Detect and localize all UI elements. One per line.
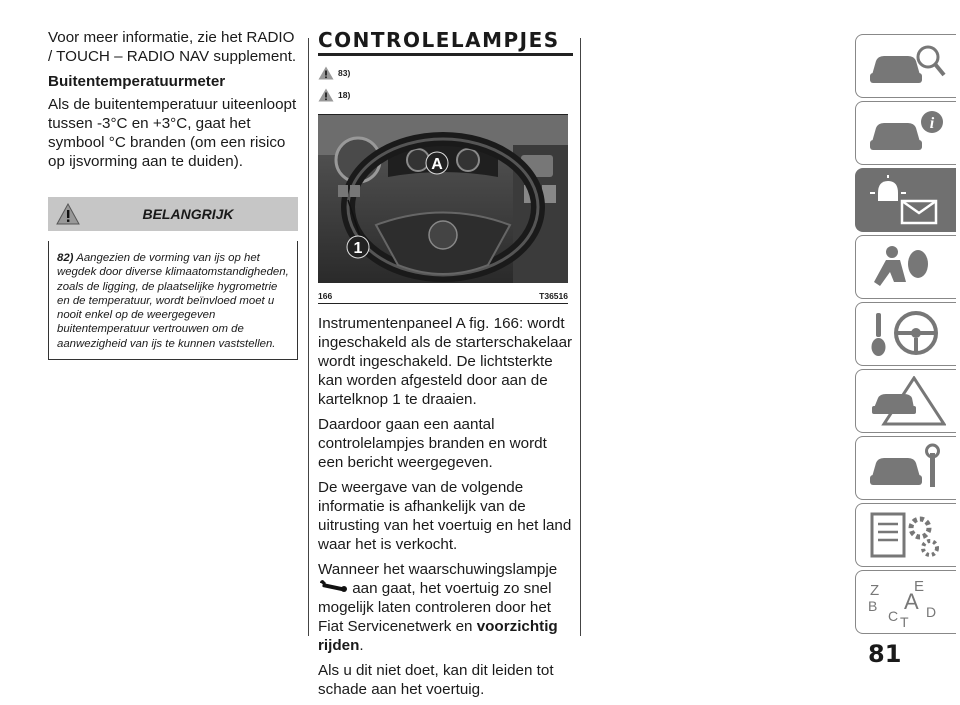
- figure-code: T36516: [539, 291, 568, 301]
- p4-after: aan gaat, het voertuig zo snel mogelijk laten controleren door het Fiat Servicenetwerk en: [318, 580, 552, 636]
- figure-number: 166: [318, 291, 333, 301]
- middle-column: [318, 28, 573, 705]
- left-column: [48, 28, 298, 360]
- section-title: CONTROLELAMPJES: [318, 28, 573, 56]
- tab-car-search[interactable]: [855, 34, 956, 98]
- warning-text: Aangezien de vorming van ijs op het wegdek door diverse klimaatomstandigheden, zoals de ligging, de plaatselijke hygrometrie en de temperatuur, wordt beïnvloed moet u nooit enkel op de weergegeven buitentemperatuur vertrouwen om de aanwezigheid van ijs te kunnen vaststellen.: [57, 252, 289, 350]
- svg-text:D: D: [926, 604, 937, 620]
- ref-number: 83): [338, 68, 351, 78]
- svg-text:C: C: [888, 608, 899, 624]
- wrench-icon: [318, 579, 348, 598]
- body-text: Als de buitentemperatuur uiteenloopt tussen -3°C en +3°C, gaat het symbool °C branden (om een risico op ijsvorming aan te duiden).: [48, 96, 297, 170]
- figure-caption: [318, 288, 568, 303]
- svg-text:i: i: [929, 115, 935, 132]
- tab-technical-data[interactable]: [855, 503, 956, 567]
- warning-title: BELANGRIJK: [142, 206, 234, 222]
- tab-warning-lights[interactable]: [855, 168, 956, 232]
- dashboard-figure: [318, 114, 568, 304]
- tab-index[interactable]: [855, 570, 956, 634]
- column-divider: [308, 38, 309, 636]
- car-info-icon: [866, 108, 946, 158]
- paragraph-2: Daardoor gaan een aantal controlelampjes branden en wordt een bericht weergegeven.: [318, 416, 547, 471]
- technical-data-icon: [866, 510, 946, 560]
- warning-body: [48, 241, 298, 360]
- airbag-seat-icon: [866, 242, 946, 292]
- ref-line-2: [318, 84, 573, 106]
- p4-before: Wanneer het waarschuwingslampje: [318, 561, 558, 578]
- paragraph-5: Als u dit niet doet, kan dit leiden tot schade aan het voertuig.: [318, 662, 554, 699]
- warning-box: [48, 197, 298, 360]
- warning-triangle-icon: [318, 88, 334, 102]
- intro-text: Voor meer informatie, zie het RADIO / TOUCH – RADIO NAV supplement.: [48, 29, 297, 65]
- tab-safety[interactable]: [855, 235, 956, 299]
- section-heading: Buitentemperatuurmeter: [48, 73, 226, 90]
- column-divider: [580, 38, 581, 636]
- tab-maintenance[interactable]: [855, 436, 956, 500]
- paragraph-3: De weergave van de volgende informatie is afhankelijk van de uitrusting van het voertuig en het land waar het is verkocht.: [318, 479, 572, 553]
- callout-1: 1: [353, 240, 363, 257]
- p4-end: .: [359, 637, 364, 655]
- key-steering-wheel-icon: [866, 309, 946, 359]
- svg-text:T: T: [900, 614, 909, 627]
- warning-lights-icon: [866, 175, 946, 225]
- paragraph-4: [318, 560, 573, 655]
- warning-triangle-icon: [318, 66, 334, 80]
- svg-text:B: B: [868, 598, 878, 614]
- ref-number: 18): [338, 90, 351, 100]
- tab-starting-driving[interactable]: [855, 302, 956, 366]
- warning-header: [48, 197, 298, 231]
- tab-emergency[interactable]: [855, 369, 956, 433]
- ref-line-1: [318, 62, 573, 84]
- page-number: 81: [868, 640, 902, 668]
- alphabetical-index-icon: [866, 577, 946, 627]
- car-maintenance-icon: [866, 443, 946, 493]
- callout-a: A: [431, 156, 443, 173]
- svg-text:A: A: [904, 589, 919, 614]
- road-warning-icon: [866, 376, 946, 426]
- paragraph-1: Instrumentenpaneel A fig. 166: wordt ingeschakeld als de starterschakelaar wordt ingeschakeld. De lichtsterkte kan worden afgesteld door aan de kartelknop 1 te draaien.: [318, 315, 573, 408]
- tab-car-info[interactable]: [855, 101, 956, 165]
- dashboard-photo: [318, 115, 568, 283]
- svg-text:Z: Z: [870, 582, 880, 599]
- p4-bold: voorzichtig rijden: [318, 618, 558, 655]
- svg-text:E: E: [914, 578, 925, 595]
- warning-ref: 82): [57, 252, 74, 264]
- car-search-icon: [866, 41, 946, 91]
